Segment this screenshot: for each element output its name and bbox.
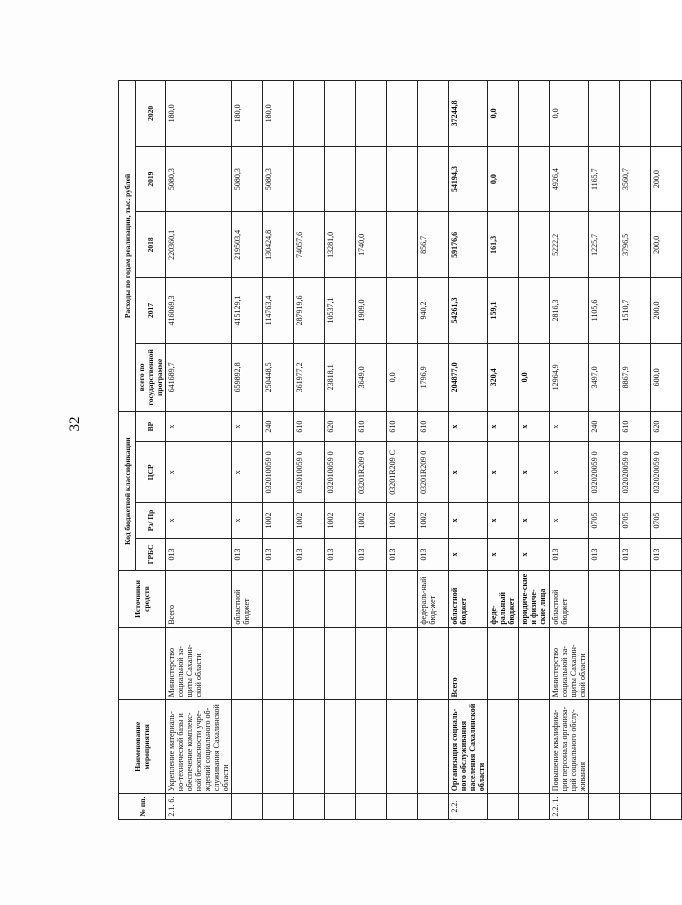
row-name [387, 700, 418, 794]
row-num [418, 794, 449, 820]
row-grbs: х [519, 538, 550, 571]
row-name: Укрепление материаль-но-технической базы и обеспечение комплекс-ной безопасности учре-ждений социального об-служивания Сахалинской области [166, 700, 232, 794]
row-executor [294, 627, 325, 700]
row-csr: х [449, 442, 488, 503]
row-csr: 032020059 0 [651, 442, 682, 503]
row-executor [589, 627, 620, 700]
row-2018: 200,0 [651, 212, 682, 278]
row-grbs: 013 [166, 538, 232, 571]
row-csr: х [488, 442, 519, 503]
row-executor: Всего [449, 627, 488, 700]
row-rzpr: 1002 [356, 503, 387, 538]
row-csr: 03201R209 0 [418, 442, 449, 503]
row-2018: 130424,8 [263, 212, 294, 278]
row-2017: 10537,1 [325, 278, 356, 344]
table-row [232, 81, 263, 820]
row-name [325, 700, 356, 794]
row-grbs: 013 [325, 538, 356, 571]
row-name [519, 700, 550, 794]
row-rzpr: х [166, 503, 232, 538]
table-row [449, 81, 488, 820]
header-2020: 2020 [136, 81, 166, 147]
row-total: 1796,9 [418, 343, 449, 411]
header-2017: 2017 [136, 278, 166, 344]
table-frame [118, 80, 661, 820]
row-total: 250448,5 [263, 343, 294, 411]
row-2017: 54261,3 [449, 278, 488, 344]
row-2019: 200,0 [651, 146, 682, 212]
row-2018: 13281,0 [325, 212, 356, 278]
row-vr: х [232, 411, 263, 441]
row-total: 659892,8 [232, 343, 263, 411]
header-csr: ЦСР [136, 442, 166, 503]
row-num [387, 794, 418, 820]
row-rzpr: 1002 [418, 503, 449, 538]
row-executor [387, 627, 418, 700]
row-2017: 1510,7 [620, 278, 651, 344]
row-source: областной бюджет [550, 571, 589, 627]
row-rzpr: 1002 [263, 503, 294, 538]
row-rzpr: х [550, 503, 589, 538]
row-2019 [387, 146, 418, 212]
row-total: 23818,1 [325, 343, 356, 411]
row-2018: 59176,6 [449, 212, 488, 278]
row-rzpr: 0705 [620, 503, 651, 538]
table-row [589, 81, 620, 820]
row-vr: 620 [651, 411, 682, 441]
row-num: 2.1. 6. [166, 794, 232, 820]
row-executor [519, 627, 550, 700]
row-2019 [325, 146, 356, 212]
header-expenses: Расходы по годам реализации, тыс. рублей [119, 81, 136, 412]
row-2018: 161,3 [488, 212, 519, 278]
row-source [589, 571, 620, 627]
row-2017: 1909,0 [356, 278, 387, 344]
row-total: 0,0 [387, 343, 418, 411]
row-total: 12964,9 [550, 343, 589, 411]
row-2017 [387, 278, 418, 344]
row-2018: 5222,2 [550, 212, 589, 278]
row-2019 [519, 146, 550, 212]
row-2018: 220360,1 [166, 212, 232, 278]
row-name [651, 700, 682, 794]
row-name [356, 700, 387, 794]
row-name [232, 700, 263, 794]
header-grbs: ГРБС [136, 538, 166, 571]
row-name: Повышение квалифика-ции персонала организа-ций социального обслу-живания [550, 700, 589, 794]
header-executor [119, 627, 166, 700]
row-name [488, 700, 519, 794]
header-2018: 2018 [136, 212, 166, 278]
row-name: Организация социаль-ного обслуживания населения Сахалинской области [449, 700, 488, 794]
row-source [294, 571, 325, 627]
row-2019 [418, 146, 449, 212]
row-num [263, 794, 294, 820]
table-row [488, 81, 519, 820]
header-rzpr: Рз/ Пр [136, 503, 166, 538]
row-name [263, 700, 294, 794]
row-vr: х [519, 411, 550, 441]
table-row [356, 81, 387, 820]
table-row [166, 81, 232, 820]
row-rzpr: 0705 [589, 503, 620, 538]
row-num [519, 794, 550, 820]
row-executor [356, 627, 387, 700]
row-2020: 0,0 [488, 81, 519, 147]
row-2018: 219503,4 [232, 212, 263, 278]
row-2020 [356, 81, 387, 147]
row-source: феде-ральный бюджет [488, 571, 519, 627]
row-2018 [387, 212, 418, 278]
row-total: 320,4 [488, 343, 519, 411]
row-csr: 032010059 0 [263, 442, 294, 503]
row-2020: 180,0 [263, 81, 294, 147]
row-vr: 610 [294, 411, 325, 441]
row-total: 0,0 [519, 343, 550, 411]
row-2019: 5080,3 [166, 146, 232, 212]
table-body [166, 81, 682, 820]
row-source [651, 571, 682, 627]
row-rzpr: х [449, 503, 488, 538]
row-grbs: 013 [387, 538, 418, 571]
row-rzpr: 1002 [387, 503, 418, 538]
row-executor [232, 627, 263, 700]
row-grbs: 013 [589, 538, 620, 571]
row-vr: 240 [263, 411, 294, 441]
row-num: 2.2. 1. [550, 794, 589, 820]
row-2020 [589, 81, 620, 147]
row-rzpr: х [519, 503, 550, 538]
row-2019 [356, 146, 387, 212]
row-csr: х [550, 442, 589, 503]
row-2017: 287919,6 [294, 278, 325, 344]
row-rzpr: 0705 [651, 503, 682, 538]
row-2017: 114763,4 [263, 278, 294, 344]
header-vr: ВР [136, 411, 166, 441]
row-grbs: х [449, 538, 488, 571]
row-vr: х [550, 411, 589, 441]
header-total: всего по государственной программе [136, 343, 166, 411]
row-2019: 5080,3 [232, 146, 263, 212]
row-total: 8867,9 [620, 343, 651, 411]
row-vr: х [166, 411, 232, 441]
row-2020 [620, 81, 651, 147]
header-kbk: Код бюджетной классификации [119, 411, 136, 570]
row-csr: 032010059 0 [325, 442, 356, 503]
row-num [589, 794, 620, 820]
row-source: областной бюджет [449, 571, 488, 627]
row-rzpr: х [232, 503, 263, 538]
row-vr: 240 [589, 411, 620, 441]
row-name [620, 700, 651, 794]
row-2020 [387, 81, 418, 147]
row-grbs: х [488, 538, 519, 571]
row-2020 [325, 81, 356, 147]
table-row [651, 81, 682, 820]
row-name [589, 700, 620, 794]
row-grbs: 013 [356, 538, 387, 571]
row-grbs: 013 [418, 538, 449, 571]
row-2017: 2816,3 [550, 278, 589, 344]
row-executor [488, 627, 519, 700]
row-source: Всего [166, 571, 232, 627]
row-source [356, 571, 387, 627]
row-vr: 610 [418, 411, 449, 441]
row-2020 [418, 81, 449, 147]
row-2019 [294, 146, 325, 212]
table-row [263, 81, 294, 820]
row-source [387, 571, 418, 627]
row-num: 2.2. [449, 794, 488, 820]
row-2020: 0,0 [550, 81, 589, 147]
row-vr: 620 [325, 411, 356, 441]
row-rzpr: х [488, 503, 519, 538]
table-row [620, 81, 651, 820]
row-2018: 856,7 [418, 212, 449, 278]
row-total: 361977,2 [294, 343, 325, 411]
row-2017: 415129,1 [232, 278, 263, 344]
row-vr: 610 [387, 411, 418, 441]
table-row [519, 81, 550, 820]
row-2018: 1225,7 [589, 212, 620, 278]
expenses-table [118, 80, 682, 820]
row-executor [651, 627, 682, 700]
row-vr: х [449, 411, 488, 441]
row-grbs: 013 [550, 538, 589, 571]
row-name [294, 700, 325, 794]
row-executor: Министерство социальной за-щиты Сахалин-ской области [166, 627, 232, 700]
row-2020 [651, 81, 682, 147]
row-2020: 180,0 [232, 81, 263, 147]
row-num [356, 794, 387, 820]
row-2018 [519, 212, 550, 278]
row-csr: х [166, 442, 232, 503]
row-total: 3497,0 [589, 343, 620, 411]
row-csr: 03201R209 С [387, 442, 418, 503]
row-2020 [294, 81, 325, 147]
row-source: юридиче-ские и физиче-ские лица [519, 571, 550, 627]
row-2017: 416069,3 [166, 278, 232, 344]
row-num [232, 794, 263, 820]
row-rzpr: 1002 [325, 503, 356, 538]
table-row [325, 81, 356, 820]
table-row [387, 81, 418, 820]
row-2019: 5080,3 [263, 146, 294, 212]
header-name: Наименование мероприятия [119, 700, 166, 794]
row-2019: 0,0 [488, 146, 519, 212]
row-csr: х [232, 442, 263, 503]
row-2017: 940,2 [418, 278, 449, 344]
row-source [263, 571, 294, 627]
row-vr: 610 [620, 411, 651, 441]
row-num [651, 794, 682, 820]
row-csr: 032020059 0 [620, 442, 651, 503]
header-num: № пп. [119, 794, 166, 820]
row-2020 [519, 81, 550, 147]
row-2019: 3560,7 [620, 146, 651, 212]
row-num [620, 794, 651, 820]
row-2017: 159,1 [488, 278, 519, 344]
row-2017 [519, 278, 550, 344]
row-source: областной бюджет [232, 571, 263, 627]
row-vr: х [488, 411, 519, 441]
row-grbs: 013 [232, 538, 263, 571]
row-2019: 4926,4 [550, 146, 589, 212]
row-total: 204877,0 [449, 343, 488, 411]
row-2017: 1105,6 [589, 278, 620, 344]
row-csr: х [519, 442, 550, 503]
row-rzpr: 1002 [294, 503, 325, 538]
header-source: Источники средств [119, 571, 166, 627]
row-2020: 37244,8 [449, 81, 488, 147]
row-vr: 610 [356, 411, 387, 441]
row-2019: 1165,7 [589, 146, 620, 212]
row-grbs: 013 [620, 538, 651, 571]
row-executor [620, 627, 651, 700]
row-executor [263, 627, 294, 700]
row-csr: 032020059 0 [589, 442, 620, 503]
row-2018: 1740,0 [356, 212, 387, 278]
row-num [294, 794, 325, 820]
row-total: 3649,0 [356, 343, 387, 411]
row-executor [418, 627, 449, 700]
row-total: 641689,7 [166, 343, 232, 411]
row-name [418, 700, 449, 794]
row-executor [325, 627, 356, 700]
row-grbs: 013 [651, 538, 682, 571]
table-row [550, 81, 589, 820]
row-executor: Министерство социальной за-щиты Сахалин-ской области [550, 627, 589, 700]
row-2018: 3796,5 [620, 212, 651, 278]
page-number: 32 [67, 416, 83, 432]
row-total: 600,0 [651, 343, 682, 411]
header-2019: 2019 [136, 146, 166, 212]
row-2018: 74057,6 [294, 212, 325, 278]
row-2020: 180,0 [166, 81, 232, 147]
row-grbs: 013 [294, 538, 325, 571]
row-2019: 54194,3 [449, 146, 488, 212]
row-grbs: 013 [263, 538, 294, 571]
row-source [620, 571, 651, 627]
row-2017: 200,0 [651, 278, 682, 344]
row-num [325, 794, 356, 820]
row-source: федераль-ный бюд-жет [418, 571, 449, 627]
table-row [418, 81, 449, 820]
row-source [325, 571, 356, 627]
row-num [488, 794, 519, 820]
row-csr: 032010059 0 [294, 442, 325, 503]
header-row-1 [119, 81, 136, 820]
table-row [294, 81, 325, 820]
row-csr: 03201R209 0 [356, 442, 387, 503]
